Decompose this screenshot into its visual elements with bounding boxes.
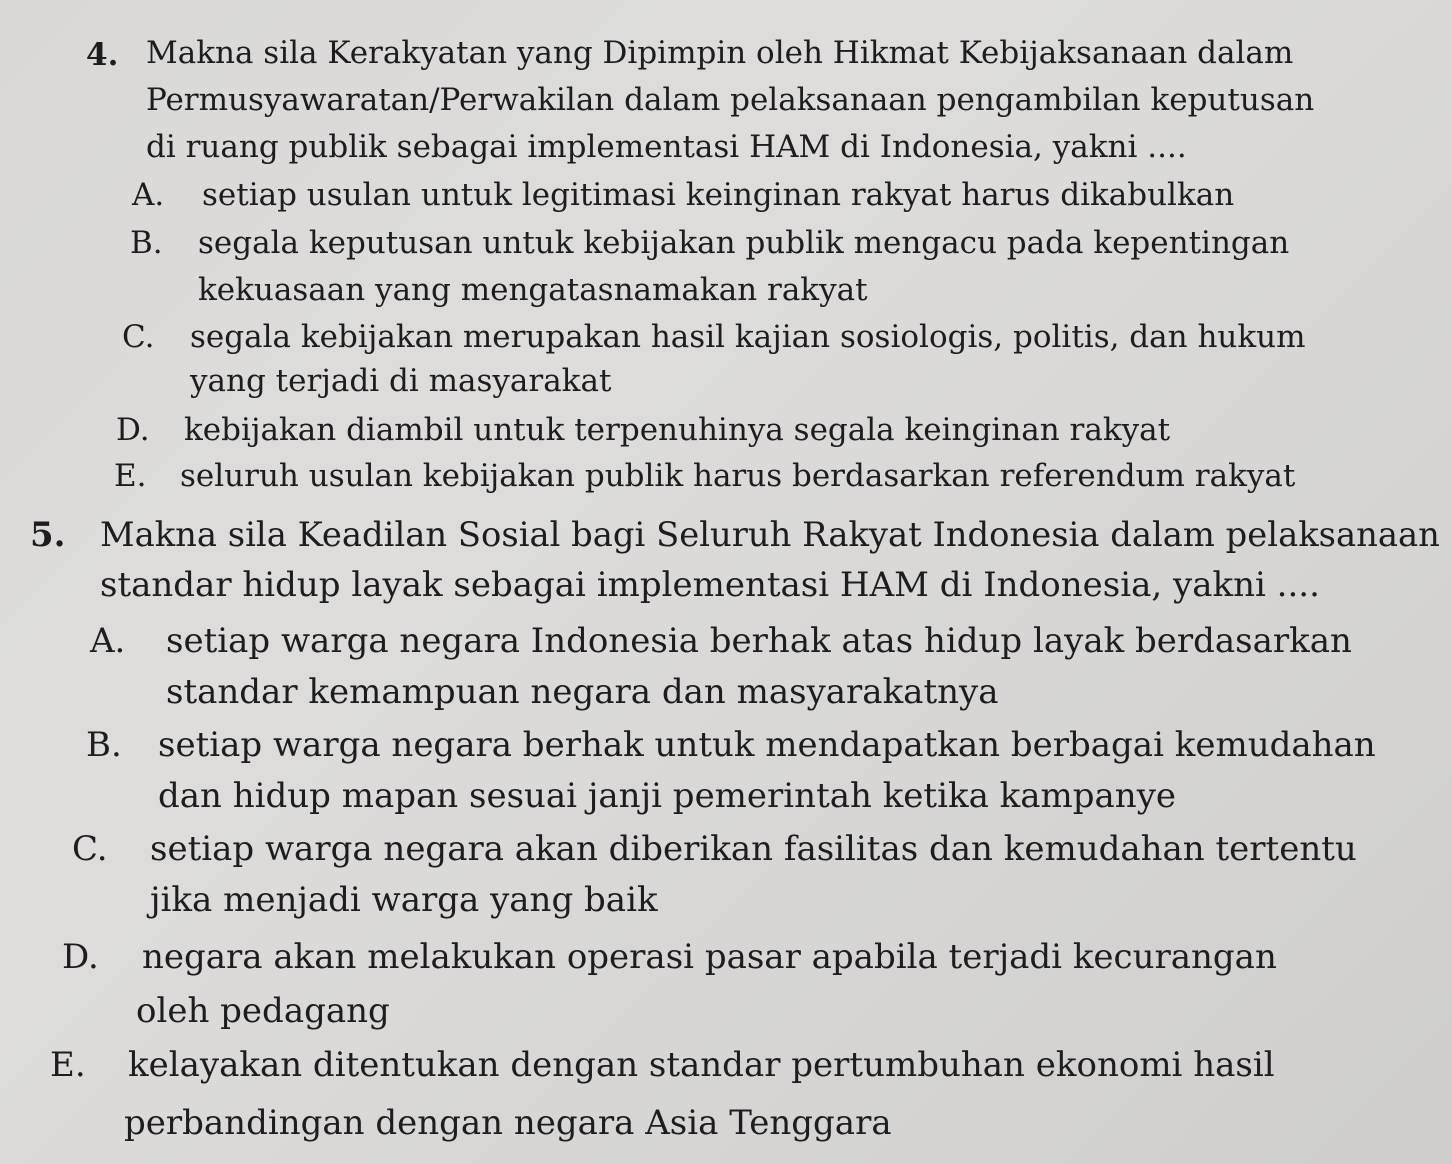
option-letter-e: E. — [50, 1045, 86, 1085]
option-e-text: seluruh usulan kebijakan publik harus berdasarkan referendum rakyat — [180, 458, 1296, 494]
option-c-text: segala kebijakan merupakan hasil kajian sosiologis, politis, dan hukum — [190, 319, 1306, 355]
option-c-text: jika menjadi warga yang baik — [150, 880, 658, 920]
option-b-text: dan hidup mapan sesuai janji pemerintah ketika kampanye — [158, 776, 1177, 816]
question-stem-line: standar hidup layak sebagai implementasi HAM di Indonesia, yakni .... — [100, 565, 1320, 605]
option-d-text: negara akan melakukan operasi pasar apabila terjadi kecurangan — [142, 937, 1277, 977]
option-letter-c: C. — [122, 319, 155, 355]
option-letter-b: B. — [130, 225, 163, 261]
question-number: 5. — [30, 515, 66, 555]
option-letter-d: D. — [116, 412, 150, 448]
option-letter-a: A. — [90, 621, 126, 661]
option-letter-c: C. — [72, 829, 108, 869]
option-e-text: perbandingan dengan negara Asia Tenggara — [124, 1103, 892, 1143]
option-d-text: oleh pedagang — [136, 991, 390, 1031]
option-letter-d: D. — [62, 937, 99, 977]
question-stem-line: Makna sila Kerakyatan yang Dipimpin oleh Hikmat Kebijaksanaan dalam — [146, 35, 1294, 71]
option-e-text: kelayakan ditentukan dengan standar pertumbuhan ekonomi hasil — [128, 1045, 1275, 1085]
option-letter-b: B. — [86, 725, 122, 765]
option-letter-a: A. — [132, 177, 165, 213]
question-stem-line: Permusyawaratan/Perwakilan dalam pelaksanaan pengambilan keputusan — [146, 82, 1315, 118]
option-b-text: kekuasaan yang mengatasnamakan rakyat — [198, 272, 868, 308]
option-c-text: setiap warga negara akan diberikan fasilitas dan kemudahan tertentu — [150, 829, 1357, 869]
question-stem-line: di ruang publik sebagai implementasi HAM di Indonesia, yakni .... — [146, 129, 1187, 165]
option-c-text: yang terjadi di masyarakat — [190, 363, 612, 399]
option-b-text: setiap warga negara berhak untuk mendapatkan berbagai kemudahan — [158, 725, 1376, 765]
option-letter-e: E. — [114, 458, 147, 494]
question-stem-line: Makna sila Keadilan Sosial bagi Seluruh Rakyat Indonesia dalam pelaksanaan — [100, 515, 1440, 555]
question-number: 4. — [86, 37, 119, 73]
option-b-text: segala keputusan untuk kebijakan publik mengacu pada kepentingan — [198, 225, 1290, 261]
option-d-text: kebijakan diambil untuk terpenuhinya segala keinginan rakyat — [184, 412, 1171, 448]
option-a-text: setiap warga negara Indonesia berhak atas hidup layak berdasarkan — [166, 621, 1352, 661]
option-a-text: standar kemampuan negara dan masyarakatnya — [166, 672, 999, 712]
option-a-text: setiap usulan untuk legitimasi keinginan rakyat harus dikabulkan — [202, 177, 1235, 213]
